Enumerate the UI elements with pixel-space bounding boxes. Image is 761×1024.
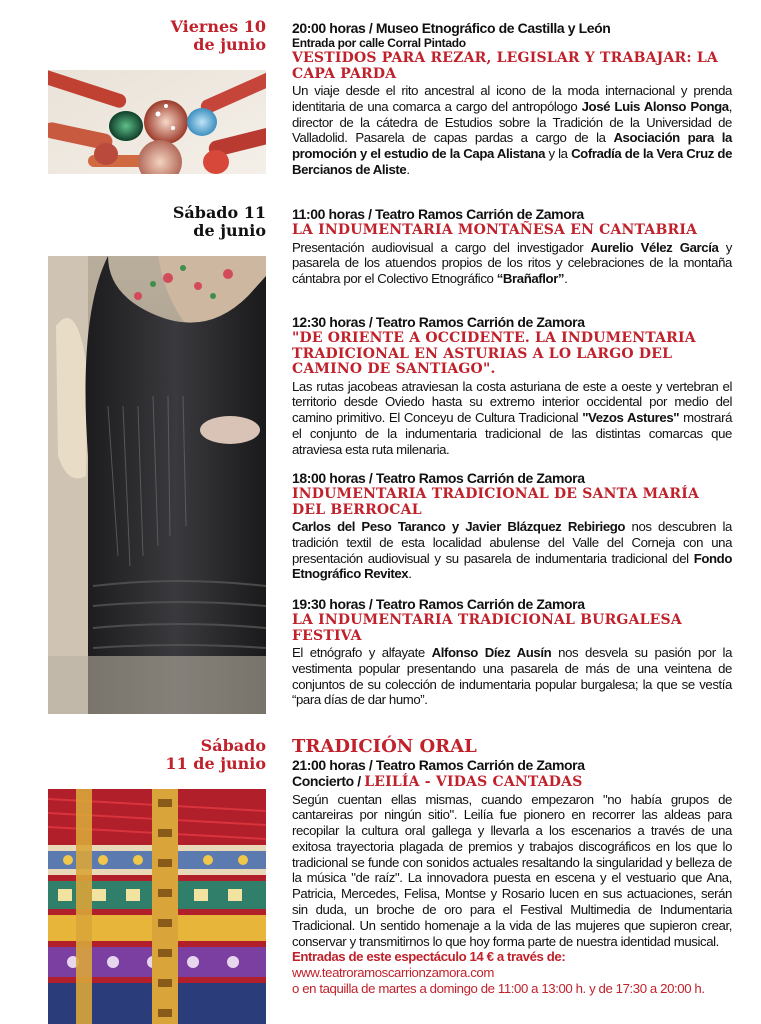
bold-text: Aurelio Vélez García <box>590 239 719 255</box>
events-list <box>292 737 732 997</box>
date-line-2: 11 de junio <box>165 754 266 773</box>
bold-text: Cofradía de la Vera Cruz de Bercianos de Aliste <box>292 146 732 177</box>
event-description: Un viaje desde el rito ancestral al icono de la moda internacional y prenda identitaria de una comarca a cargo del antropólogo José Luis Alonso Ponga, director de la cátedra de Estudios sobre la Tradición de la Universidad de Valladolid. Pasarela de capas pardas a cargo de la Asociación para la promoción y el estudio de la Capa Alistana y la Cofradía de la Vera Cruz de Bercianos de Aliste. <box>292 83 732 177</box>
event-title: LA INDUMENTARIA TRADICIONAL BURGALESA FESTIVA <box>292 612 682 644</box>
shawl-photo <box>48 256 266 714</box>
event <box>292 314 732 457</box>
event-title: INDUMENTARIA TRADICIONAL DE SANTA MARÍA DEL BERROCAL <box>292 486 700 518</box>
box-office-hours: o en taquilla de martes a domingo de 11:00 a 13:00 h. y de 17:30 a 20:00 h. <box>292 981 705 997</box>
concert-title: LEILÍA - VIDAS CANTADAS <box>364 774 583 790</box>
event-description: Según cuentan ellas mismas, cuando empezaron "no había grupos de cantareiras por ningún sitio". Leilía fue pionero en recorrer las aldeas para recopilar la cultura oral gallega y llevarla a los escenarios a través de una exitosa trayectoria plagada de premios y trabajos discográficos en los que lo tradicional se funde con sonidos actuales resaltando la singularidad y belleza de la música "de raíz". La innovadora puesta en escena y el vestuario que Ana, Patricia, Mercedes, Felisa, Montse y Rosario lucen en sus actuaciones, serán sin duda, un broche de oro para el Festival Multimedia de Indumentaria Tradicional. Un sentido homenaje a la vida de las mujeres que supieron crear, conservar y transmitirnos lo que hoy forma parte de nuestra identidad musical. <box>292 791 732 949</box>
bold-text: “Brañaflor” <box>496 271 565 287</box>
tickets-info: Entradas de este espectáculo 14 € a través de: <box>292 949 566 965</box>
date-label <box>173 204 266 240</box>
event-description: Carlos del Peso Taranco y Javier Blázquez Rebiriego nos descubren la tradición textil de esta localidad abulense del Valle del Corneja con una presentación audiovisual y su pasarela de indumentaria tradicional del Fondo Etnográfico Revitex. <box>292 519 732 582</box>
event-time: 19:30 horas / Teatro Ramos Carrión de Zamora <box>292 596 585 612</box>
bold-text: José Luis Alonso Ponga <box>581 98 729 114</box>
date-label <box>171 18 266 54</box>
website-link[interactable]: www.teatroramoscarrionzamora.com <box>292 965 494 981</box>
concert-prefix: Concierto / <box>292 773 365 789</box>
bold-text: "Vezos Astures" <box>582 410 680 426</box>
event <box>292 470 732 582</box>
event-description: El etnógrafo y alfayate Alfonso Díez Ausín nos desvela su pasión por la vestimenta popular presentando una pasarela de más de una veintena de conjuntos de su colección de indumentaria popular burgalesa; la que se vestía “para días de dar humo”. <box>292 645 733 708</box>
bold-text: Alfonso Díez Ausín <box>431 645 552 660</box>
event-time: 21:00 horas / Teatro Ramos Carrión de Zamora <box>292 757 585 773</box>
event <box>292 206 732 287</box>
embroidered-skirt-photo <box>48 789 266 1024</box>
event-title: "DE ORIENTE A OCCIDENTE. LA INDUMENTARIA TRADICIONAL EN ASTURIAS A LO LARGO DEL CAMINO DE SANTIAGO". <box>292 330 696 377</box>
event-time: 11:00 horas / Teatro Ramos Carrión de Zamora <box>292 206 584 222</box>
event-title: VESTIDOS PARA REZAR, LEGISLAR Y TRABAJAR: LA CAPA PARDA <box>292 50 718 82</box>
event-title: LA INDUMENTARIA MONTAÑESA EN CANTABRIA <box>292 222 698 238</box>
date-label <box>165 737 266 773</box>
section-heading: TRADICIÓN ORAL <box>292 736 477 757</box>
date-line-2: de junio <box>193 221 266 240</box>
bold-text: Fondo Etnográfico Revitex <box>292 550 732 582</box>
event-description: Presentación audiovisual a cargo del investigador Aurelio Vélez García y pasarela de los atuendos propios de los ritos y celebraciones de la montaña cántabra por el Colectivo Etnográfico “Brañaflor”. <box>292 239 732 287</box>
event-time: 12:30 horas / Teatro Ramos Carrión de Zamora <box>292 314 585 330</box>
beads-photo <box>48 70 266 174</box>
event <box>292 20 732 178</box>
event-description: Las rutas jacobeas atraviesan la costa asturiana de este a oeste y vertebran el territorio desde Oviedo hasta su extremo interior occidental por medio del camino primitivo. El Conceyu de Cultura Tradicional "Vezos Astures" mostrará el conjunto de la indumentaria tradicional de las distintas comarcas que atraviesa esta ruta milenaria. <box>292 378 732 457</box>
date-line-1: Sábado <box>200 736 266 755</box>
date-line-2: de junio <box>193 35 266 54</box>
date-line-1: Sábado 11 <box>172 203 266 222</box>
event <box>292 596 732 708</box>
bold-text: Asociación para la promoción y el estudio de la Capa Alistana <box>292 130 732 162</box>
bold-text: Carlos del Peso Taranco y Javier Blázquez Rebiriego <box>292 519 626 534</box>
event-time: 20:00 horas / Museo Etnográfico de Castilla y León <box>292 20 611 36</box>
concert-line <box>292 773 732 791</box>
event-time: 18:00 horas / Teatro Ramos Carrión de Zamora <box>292 470 585 486</box>
date-line-1: Viernes 10 <box>170 17 266 36</box>
event-subtime: Entrada por calle Corral Pintado <box>292 36 466 50</box>
